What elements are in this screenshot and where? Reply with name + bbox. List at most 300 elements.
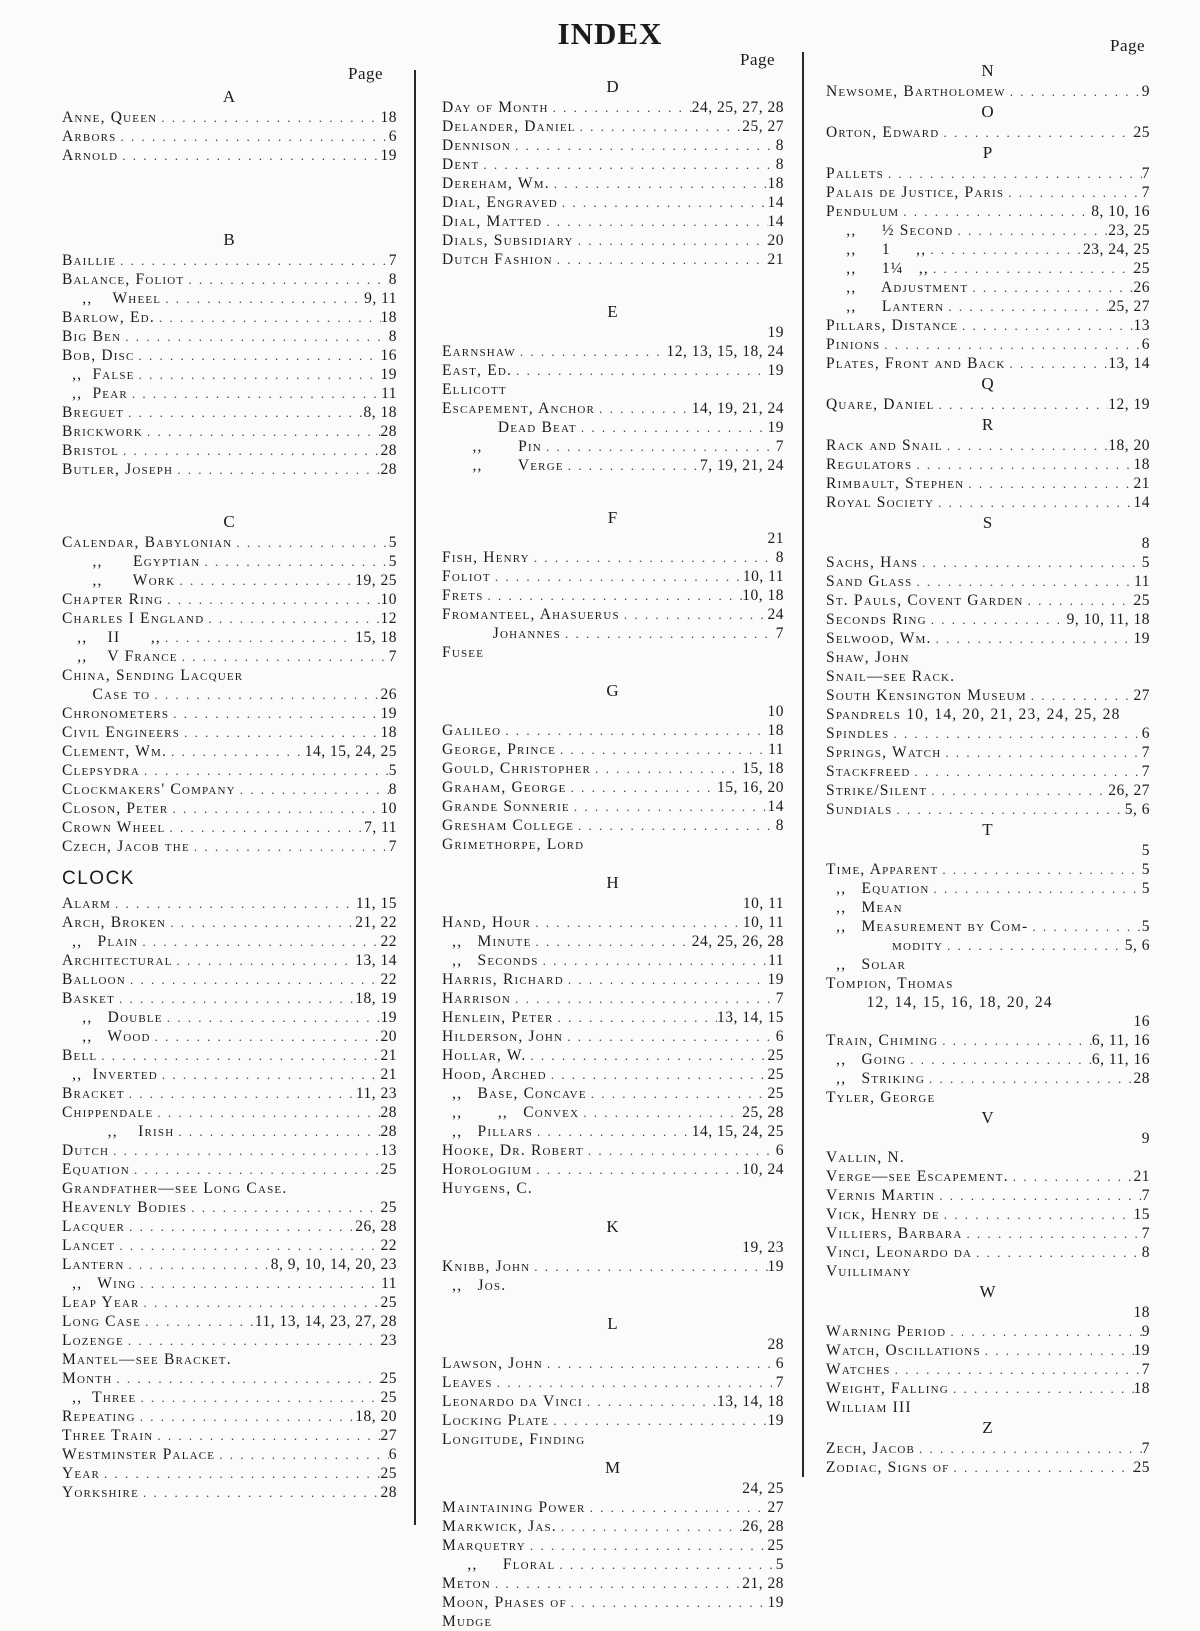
page-numbers: 24, 25, 27, 28	[691, 99, 784, 116]
index-term: Orton, Edward	[826, 124, 940, 141]
index-entry	[442, 1354, 784, 1373]
page-numbers: 25	[380, 1389, 397, 1406]
page-numbers: 20	[380, 1028, 397, 1045]
index-term: ,, Base, Concave	[442, 1085, 587, 1102]
index-term: ,, V France	[62, 648, 178, 665]
section-letter: V	[981, 1108, 995, 1127]
page-numbers: 8	[775, 817, 784, 834]
index-term: Huygens, C.	[442, 1180, 533, 1197]
leader-dots	[204, 609, 380, 628]
index-term: Tyler, George	[826, 1089, 936, 1106]
index-entry	[442, 1238, 784, 1257]
index-term: Baillie	[62, 252, 117, 269]
index-entry	[442, 1084, 784, 1103]
index-entry	[442, 913, 784, 932]
leader-dots	[531, 913, 743, 932]
leader-dots	[583, 1392, 717, 1411]
index-term: Train, Chiming	[826, 1032, 939, 1049]
page-numbers: 23	[380, 1332, 397, 1349]
page-numbers: 13, 14	[1108, 355, 1150, 372]
page-numbers: 9, 11	[364, 290, 397, 307]
page-numbers: 23, 24, 25	[1083, 241, 1150, 258]
index-term: Fromanteel, Ahasuerus	[442, 606, 620, 623]
index-term: ,, Striking	[826, 1070, 925, 1087]
index-entry	[62, 685, 397, 704]
index-term: ,, Wing	[62, 1275, 137, 1292]
page-numbers: 25, 28	[742, 1104, 784, 1121]
index-entry	[826, 591, 1150, 610]
leader-dots	[906, 1050, 1092, 1069]
index-entry	[442, 1373, 784, 1392]
page-numbers: 9	[1141, 1130, 1150, 1147]
page-numbers: 7	[775, 990, 784, 1007]
index-term: Clockmakers' Company	[62, 781, 236, 798]
index-term: ,, Jos.	[442, 1277, 507, 1294]
index-term: Sachs, Hans	[826, 554, 919, 571]
index-entry	[442, 932, 784, 951]
page-numbers: 19	[767, 362, 784, 379]
index-term: Longitude, Finding	[442, 1431, 586, 1448]
index-entry	[826, 648, 1150, 667]
index-entry	[62, 1046, 397, 1065]
index-term: Maintaining Power	[442, 1499, 586, 1516]
spacer	[62, 197, 397, 229]
index-term: Moon, Phases of	[442, 1594, 567, 1611]
section-letter: N	[981, 61, 995, 80]
index-entry	[442, 1027, 784, 1046]
index-term: Vick, Henry de	[826, 1206, 940, 1223]
index-term: East, Ed.	[442, 362, 513, 379]
index-entry	[442, 361, 784, 380]
index-entry	[62, 1331, 397, 1350]
index-entry	[62, 932, 397, 951]
index-entry	[62, 1027, 397, 1046]
page-numbers: 25	[380, 1294, 397, 1311]
section-letter: H	[606, 873, 620, 892]
leader-dots	[526, 1046, 767, 1065]
index-entry	[62, 1407, 397, 1426]
index-term: Civil Engineers	[62, 724, 181, 741]
index-term: ,, Going	[826, 1051, 907, 1068]
index-term: Heavenly Bodies	[62, 1199, 188, 1216]
index-entry	[62, 1065, 397, 1084]
index-entry	[62, 365, 397, 384]
index-entry	[826, 493, 1150, 512]
leader-dots	[556, 740, 768, 759]
index-term: Springs, Watch	[826, 744, 942, 761]
index-term: Villiers, Barbara	[826, 1225, 963, 1242]
index-entry	[442, 1517, 784, 1536]
leader-dots	[150, 685, 380, 704]
page-numbers: 28	[380, 1123, 397, 1140]
index-term: Leonardo da Vinci	[442, 1393, 583, 1410]
index-term: Grande Sonnerie	[442, 798, 570, 815]
index-entry	[826, 724, 1150, 743]
page-numbers: 16	[1133, 1013, 1150, 1030]
leader-dots	[542, 212, 767, 231]
leader-dots	[1005, 354, 1108, 373]
page-numbers: 27	[767, 1499, 784, 1516]
index-entry	[826, 667, 1150, 686]
index-term: Hood, Arched	[442, 1066, 547, 1083]
leader-dots	[946, 1322, 1141, 1341]
index-term: Dial, Matted	[442, 213, 543, 230]
spacer	[442, 269, 784, 301]
page-numbers: 8	[388, 271, 397, 288]
index-term: ,, 1¼ ,,	[826, 260, 929, 277]
leader-dots	[949, 1458, 1133, 1477]
index-entry	[826, 534, 1150, 553]
leader-dots	[526, 1536, 768, 1555]
index-term: Gould, Christopher	[442, 760, 592, 777]
leader-dots	[124, 403, 363, 422]
page-numbers: 10	[767, 703, 784, 720]
leader-dots	[1028, 917, 1141, 936]
leader-dots	[554, 1008, 717, 1027]
index-entry	[62, 1103, 397, 1122]
index-entry	[62, 609, 397, 628]
page-numbers: 7	[388, 648, 397, 665]
index-term: Sundials	[826, 801, 893, 818]
leader-dots	[564, 970, 768, 989]
page-numbers: 25	[1133, 592, 1150, 609]
index-entry	[62, 289, 397, 308]
page-numbers: 7, 11	[364, 819, 397, 836]
index-entry	[826, 898, 1150, 917]
index-entry	[442, 778, 784, 797]
index-entry	[62, 127, 397, 146]
page-numbers: 11, 15	[355, 895, 397, 912]
leader-dots	[124, 1331, 381, 1350]
index-entry	[826, 1458, 1150, 1477]
index-entry	[826, 974, 1150, 993]
index-entry	[62, 1141, 397, 1160]
page-numbers: 27	[1133, 687, 1150, 704]
index-entry	[62, 894, 397, 913]
index-term: Butler, Joseph	[62, 461, 174, 478]
index-entry	[62, 571, 397, 590]
index-term: Dials, Subsidiary	[442, 232, 574, 249]
index-column-1	[62, 86, 397, 1502]
index-entry	[826, 762, 1150, 781]
page-numbers: 6	[388, 1446, 397, 1463]
leader-dots	[912, 572, 1134, 591]
leader-dots	[940, 1205, 1134, 1224]
index-entry	[826, 278, 1150, 297]
index-term: ,, Wood	[62, 1028, 151, 1045]
page-numbers: 28	[380, 423, 397, 440]
page-numbers: 8	[775, 137, 784, 154]
index-entry	[442, 624, 784, 643]
page-numbers: 11	[381, 385, 397, 402]
page-numbers: 19	[1133, 1342, 1150, 1359]
index-term: Arnold	[62, 147, 119, 164]
leader-dots	[178, 647, 389, 666]
section-letter: F	[607, 508, 619, 527]
section-letter: E	[607, 302, 619, 321]
column-divider-left	[414, 70, 416, 1525]
index-term: ,, Pear	[62, 385, 128, 402]
index-entry	[62, 327, 397, 346]
leader-dots	[125, 1084, 356, 1103]
leader-dots	[574, 231, 768, 250]
index-term: Lancet	[62, 1237, 116, 1254]
index-term: Mudge	[442, 1613, 493, 1630]
index-entry	[442, 605, 784, 624]
page-numbers: 7	[388, 838, 397, 855]
leader-dots	[180, 723, 380, 742]
index-entry	[442, 721, 784, 740]
page-numbers: 5, 6	[1124, 801, 1150, 818]
leader-dots	[550, 174, 768, 193]
leader-dots	[543, 1354, 776, 1373]
page-numbers: 8, 18	[363, 404, 397, 421]
index-entry	[442, 456, 784, 475]
leader-dots	[939, 123, 1133, 142]
leader-dots	[190, 837, 389, 856]
index-entry	[826, 879, 1150, 898]
index-entry	[442, 894, 784, 913]
index-entry	[442, 174, 784, 193]
index-entry	[826, 1088, 1150, 1107]
index-term: Galileo	[442, 722, 502, 739]
page-numbers: 7	[1141, 1361, 1150, 1378]
index-term: ,, Inverted	[62, 1066, 158, 1083]
page-numbers: 24, 25, 26, 28	[691, 933, 784, 950]
index-entry	[62, 1312, 397, 1331]
leader-dots	[530, 548, 776, 567]
index-entry	[62, 1160, 397, 1179]
spacer	[442, 1295, 784, 1313]
index-term: Vallin, N.	[826, 1149, 906, 1166]
leader-dots	[958, 316, 1133, 335]
leader-dots	[549, 1411, 767, 1430]
section-letter: B	[223, 230, 236, 249]
index-entry	[442, 740, 784, 759]
index-entry	[442, 250, 784, 269]
section-letter: M	[604, 1458, 622, 1477]
leader-dots	[97, 1046, 380, 1065]
section-letter: O	[981, 102, 995, 121]
leader-dots	[899, 202, 1091, 221]
index-term: Clepsydra	[62, 762, 140, 779]
page-numbers: 15, 16, 20	[717, 779, 784, 796]
page-numbers: 7	[1141, 744, 1150, 761]
page-numbers: 14	[767, 213, 784, 230]
leader-dots	[163, 590, 380, 609]
index-entry	[826, 202, 1150, 221]
index-term: ,, Verge	[442, 457, 564, 474]
index-entry	[442, 1430, 784, 1449]
index-term: Quare, Daniel	[826, 396, 935, 413]
index-term: ,, False	[62, 366, 135, 383]
index-term: Pinions	[826, 336, 881, 353]
index-term: Barlow, Ed.	[62, 309, 155, 326]
index-entry	[62, 590, 397, 609]
leader-dots	[493, 1373, 776, 1392]
index-term: ,, Wheel	[62, 290, 162, 307]
page-numbers: 22	[380, 933, 397, 950]
page-numbers: 19	[767, 1594, 784, 1611]
section-letter: R	[981, 415, 995, 434]
page-numbers: 7	[1141, 1440, 1150, 1457]
index-term: Vinci, Leonardo da	[826, 1244, 973, 1261]
index-entry	[62, 1274, 397, 1293]
page-numbers: 6	[1141, 725, 1150, 742]
index-term: Dereham, Wm.	[442, 175, 550, 192]
page-numbers: 8	[1141, 1244, 1150, 1261]
page-numbers: 21	[1133, 475, 1150, 492]
index-entry	[442, 136, 784, 155]
index-column-2	[442, 76, 784, 1631]
page-numbers: 18, 20	[355, 1408, 397, 1425]
page-numbers: 28	[380, 1484, 397, 1501]
leader-dots	[1004, 183, 1142, 202]
index-entry	[62, 1255, 397, 1274]
section-letter: W	[979, 1282, 997, 1301]
index-term: Weight, Falling	[826, 1380, 949, 1397]
leader-dots	[173, 460, 380, 479]
leader-dots	[141, 1312, 255, 1331]
page-numbers: 19	[767, 1258, 784, 1275]
leader-dots	[927, 610, 1067, 629]
index-entry	[62, 346, 397, 365]
index-entry	[826, 1050, 1150, 1069]
leader-dots	[532, 1160, 742, 1179]
index-entry	[826, 259, 1150, 278]
index-title: INDEX	[557, 16, 663, 51]
index-term: Foliot	[442, 568, 491, 585]
page-label-col3: Page	[1110, 36, 1146, 55]
page-numbers: 18	[1133, 1304, 1150, 1321]
index-term: ,, Minute	[442, 933, 532, 950]
page-numbers: 14, 15, 24, 25	[304, 743, 397, 760]
leader-dots	[577, 418, 768, 437]
page-numbers: 7	[775, 1374, 784, 1391]
leader-dots	[567, 778, 717, 797]
page-numbers: 18	[1133, 456, 1150, 473]
section-letter: D	[606, 77, 620, 96]
leader-dots	[944, 297, 1108, 316]
index-term: ,, Solar	[826, 956, 907, 973]
page-numbers: 25	[1133, 124, 1150, 141]
index-term: Locking Plate	[442, 1412, 550, 1429]
page-numbers: 12, 13, 15, 18, 24	[666, 343, 784, 360]
index-term: Dutch	[62, 1142, 110, 1159]
page-numbers: 8	[1141, 535, 1150, 552]
page-numbers: 25	[380, 1465, 397, 1482]
page-numbers: 7	[1141, 184, 1150, 201]
page-numbers: 5	[388, 553, 397, 570]
spacer	[62, 479, 397, 511]
index-entry	[826, 1398, 1150, 1417]
page-numbers: 7	[1141, 763, 1150, 780]
leader-dots	[168, 799, 380, 818]
index-term: Tompion, Thomas	[826, 975, 954, 992]
spacer	[442, 662, 784, 680]
page-numbers: 28	[380, 461, 397, 478]
leader-dots	[949, 1379, 1134, 1398]
leader-dots	[138, 932, 380, 951]
spacer	[442, 854, 784, 872]
index-term: Verge—see Escapement.	[826, 1168, 1009, 1185]
index-term: Frets	[442, 587, 484, 604]
page-numbers: 25	[767, 1537, 784, 1554]
index-entry	[62, 818, 397, 837]
index-term: ,, Floral	[442, 1556, 556, 1573]
index-entry	[62, 761, 397, 780]
leader-dots	[109, 1141, 380, 1160]
leader-dots	[943, 936, 1125, 955]
page-numbers: 18, 19	[355, 990, 397, 1007]
leader-dots	[912, 455, 1133, 474]
index-term: Bristol	[62, 442, 120, 459]
index-entry	[826, 936, 1150, 955]
index-entry	[442, 1103, 784, 1122]
leader-dots	[121, 327, 389, 346]
leader-dots	[953, 221, 1108, 240]
index-entry	[442, 702, 784, 721]
index-term: Pallets	[826, 165, 884, 182]
leader-dots	[918, 553, 1142, 572]
index-term: Hollar, W.	[442, 1047, 527, 1064]
index-term: Dead Beat	[442, 419, 577, 436]
page-numbers: 8	[775, 549, 784, 566]
page-numbers: 5	[1141, 842, 1150, 859]
leader-dots	[530, 1257, 767, 1276]
index-term: Marquetry	[442, 1537, 526, 1554]
leader-dots	[491, 567, 743, 586]
index-entry	[442, 437, 784, 456]
index-term: William III	[826, 1399, 912, 1416]
page-numbers: 6	[775, 1355, 784, 1372]
leader-dots	[972, 1243, 1142, 1262]
leader-dots	[1009, 1167, 1134, 1186]
index-term: Sand Glass	[826, 573, 913, 590]
index-entry	[62, 666, 397, 685]
leader-dots	[130, 1160, 381, 1179]
page-numbers: 19	[380, 1009, 397, 1026]
index-entry	[826, 240, 1150, 259]
index-term: Repeating	[62, 1408, 136, 1425]
index-term: Dent	[442, 156, 480, 173]
index-term: Calendar, Babylonian	[62, 534, 233, 551]
page-numbers: 10	[380, 591, 397, 608]
index-term: Vuillimany	[826, 1263, 912, 1280]
page-numbers: 11, 23	[355, 1085, 397, 1102]
page-numbers: 5	[1141, 554, 1150, 571]
index-term: Arbors	[62, 128, 117, 145]
leader-dots	[516, 342, 667, 361]
page-numbers: 19	[380, 147, 397, 164]
index-entry	[442, 231, 784, 250]
index-term: Big Ben	[62, 328, 122, 345]
index-term: Crown Wheel	[62, 819, 166, 836]
index-term: Bell	[62, 1047, 98, 1064]
leader-dots	[125, 1217, 355, 1236]
index-term: Time, Apparent	[826, 861, 939, 878]
leader-dots	[579, 1103, 742, 1122]
index-entry	[62, 647, 397, 666]
index-term: Regulators	[826, 456, 913, 473]
index-term: ,, Double	[62, 1009, 163, 1026]
index-term: Lozenge	[62, 1332, 124, 1349]
index-term: Leap Year	[62, 1294, 140, 1311]
index-term: Graham, George	[442, 779, 567, 796]
index-entry	[62, 1084, 397, 1103]
index-column-3	[826, 60, 1150, 1477]
leader-dots	[491, 1574, 742, 1593]
